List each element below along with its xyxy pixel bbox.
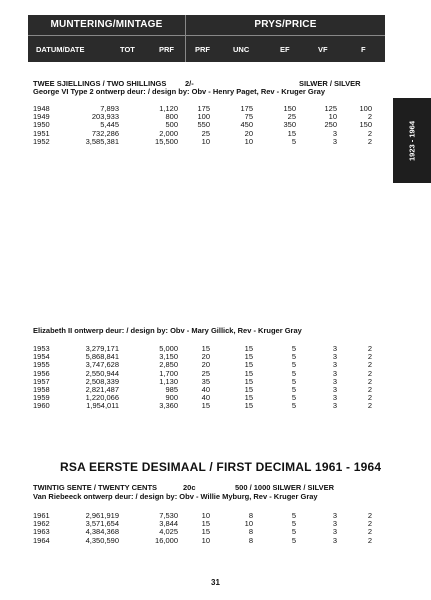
mintage-total-cell: 2,821,487 — [85, 385, 119, 395]
year-range-label: 1923 - 1964 — [407, 120, 417, 161]
price-ef-cell: 150 — [283, 104, 296, 113]
price-unc-cell: 10 — [244, 519, 253, 529]
price-unc-cell: 8 — [248, 535, 253, 545]
price-proof-cell: 15 — [201, 519, 210, 529]
price-unc-cell: 8 — [248, 511, 253, 520]
mintage-proof-cell: 1,700 — [159, 368, 178, 378]
mintage-proof-cell: 800 — [165, 112, 178, 122]
price-vf-cell: 3 — [332, 352, 337, 362]
price-vf-cell: 3 — [332, 535, 337, 545]
mintage-proof-cell: 5,000 — [159, 344, 178, 353]
year-cell: 1951 — [33, 128, 50, 138]
section1-design: George VI Type 2 ontwerp deur: / design by: Obv - Henry Paget, Rev - Kruger Gray — [33, 87, 326, 96]
year-cell: 1957 — [33, 376, 50, 386]
year-cell: 1952 — [33, 136, 50, 146]
mintage-proof-cell: 7,530 — [159, 511, 178, 520]
price-proof-cell: 15 — [201, 401, 210, 411]
column-headers — [28, 36, 385, 62]
section1-value: 2/- — [185, 79, 194, 88]
price-proof-cell: 550 — [197, 120, 210, 130]
page-number: 31 — [211, 578, 220, 587]
mintage-proof-cell: 15,500 — [155, 136, 178, 146]
mintage-total-cell: 3,279,171 — [85, 344, 119, 353]
price-unc-cell: 15 — [244, 385, 253, 395]
section3-denomination: TWINTIG SENTE / TWENTY CENTS — [33, 483, 158, 492]
mintage-total-cell: 2,508,339 — [85, 376, 119, 386]
price-ef-cell: 15 — [287, 128, 296, 138]
mintage-total-cell: 7,893 — [100, 104, 119, 113]
price-ef-cell: 5 — [291, 136, 296, 146]
mintage-total-cell: 3,747,628 — [85, 360, 119, 370]
price-f-cell: 2 — [367, 385, 372, 395]
price-vf-cell: 3 — [332, 519, 337, 529]
mintage-proof-cell: 3,360 — [159, 401, 178, 411]
price-vf-cell: 3 — [332, 344, 337, 353]
year-cell: 1961 — [33, 511, 50, 520]
mintage-proof-cell: 3,150 — [159, 352, 178, 362]
section3-design: Van Riebeeck ontwerp deur: / design by: Obv - Willie Myburg, Rev - Kruger Gray — [33, 492, 318, 501]
col-date: DATUM/DATE — [36, 45, 85, 54]
price-f-cell: 2 — [367, 535, 372, 545]
mintage-proof-cell: 500 — [165, 120, 178, 130]
year-cell: 1954 — [33, 352, 50, 362]
price-unc-cell: 175 — [240, 104, 253, 113]
price-ef-cell: 5 — [291, 352, 296, 362]
price-unc-cell: 8 — [248, 527, 253, 537]
price-proof-cell: 15 — [201, 527, 210, 537]
table-row — [33, 402, 372, 410]
table-row — [33, 537, 372, 545]
price-vf-cell: 3 — [332, 376, 337, 386]
price-unc-cell: 15 — [244, 401, 253, 411]
year-cell: 1959 — [33, 393, 50, 403]
price-f-cell: 2 — [367, 360, 372, 370]
price-proof-cell: 35 — [201, 376, 210, 386]
col-prf-mintage: PRF — [159, 45, 174, 54]
year-cell: 1964 — [33, 535, 50, 545]
year-cell: 1949 — [33, 112, 50, 122]
price-ef-cell: 5 — [291, 385, 296, 395]
price-proof-cell: 25 — [201, 128, 210, 138]
price-proof-cell: 25 — [201, 368, 210, 378]
price-f-cell: 2 — [367, 128, 372, 138]
price-vf-cell: 3 — [332, 360, 337, 370]
year-cell: 1948 — [33, 104, 50, 113]
price-unc-cell: 450 — [240, 120, 253, 130]
mintage-total-cell: 3,571,654 — [85, 519, 119, 529]
section3-table — [33, 512, 372, 545]
mintage-total-cell: 4,350,590 — [85, 535, 119, 545]
price-ef-cell: 5 — [291, 360, 296, 370]
price-vf-cell: 3 — [332, 393, 337, 403]
price-vf-cell: 250 — [324, 120, 337, 130]
price-unc-cell: 20 — [244, 128, 253, 138]
price-proof-cell: 10 — [201, 511, 210, 520]
price-f-cell: 2 — [367, 401, 372, 411]
price-ef-cell: 5 — [291, 368, 296, 378]
price-ef-cell: 5 — [291, 519, 296, 529]
price-ef-cell: 25 — [287, 112, 296, 122]
price-unc-cell: 15 — [244, 368, 253, 378]
col-vf: VF — [318, 45, 328, 54]
price-proof-cell: 40 — [201, 385, 210, 395]
price-unc-cell: 10 — [244, 136, 253, 146]
price-ef-cell: 5 — [291, 393, 296, 403]
price-unc-cell: 15 — [244, 344, 253, 353]
price-unc-cell: 15 — [244, 360, 253, 370]
price-f-cell: 2 — [367, 527, 372, 537]
mintage-proof-cell: 1,120 — [159, 104, 178, 113]
table-row — [33, 138, 372, 146]
price-unc-cell: 75 — [244, 112, 253, 122]
mintage-total-cell: 1,220,066 — [85, 393, 119, 403]
price-ef-cell: 5 — [291, 535, 296, 545]
price-ef-cell: 5 — [291, 401, 296, 411]
col-unc: UNC — [233, 45, 250, 54]
price-f-cell: 2 — [367, 136, 372, 146]
year-cell: 1953 — [33, 344, 50, 353]
price-proof-cell: 15 — [201, 344, 210, 353]
price-unc-cell: 15 — [244, 393, 253, 403]
price-proof-cell: 100 — [197, 112, 210, 122]
price-proof-cell: 20 — [201, 352, 210, 362]
table-header — [28, 15, 385, 62]
mintage-total-cell: 5,868,841 — [85, 352, 119, 362]
price-f-cell: 2 — [367, 376, 372, 386]
mintage-proof-cell: 2,850 — [159, 360, 178, 370]
mintage-proof-cell: 2,000 — [159, 128, 178, 138]
price-ef-cell: 5 — [291, 344, 296, 353]
col-f: F — [361, 45, 366, 54]
price-f-cell: 100 — [359, 104, 372, 113]
price-ef-cell: 5 — [291, 527, 296, 537]
mintage-total-cell: 732,286 — [91, 128, 119, 138]
section2-design: Elizabeth II ontwerp deur: / design by: Obv - Mary Gillick, Rev - Kruger Gray — [33, 326, 302, 335]
price-proof-cell: 175 — [197, 104, 210, 113]
col-prf-price: PRF — [195, 45, 210, 54]
price-f-cell: 2 — [367, 368, 372, 378]
mintage-total-cell: 2,961,919 — [85, 511, 119, 520]
mintage-proof-cell: 3,844 — [159, 519, 178, 529]
mintage-total-cell: 2,550,944 — [85, 368, 119, 378]
mintage-proof-cell: 900 — [165, 393, 178, 403]
price-ef-cell: 350 — [283, 120, 296, 130]
section1-denomination: TWEE SJIELLINGS / TWO SHILLINGS — [33, 79, 167, 88]
price-vf-cell: 3 — [332, 136, 337, 146]
price-f-cell: 2 — [367, 519, 372, 529]
price-proof-cell: 10 — [201, 136, 210, 146]
price-proof-cell: 40 — [201, 393, 210, 403]
mintage-proof-cell: 1,130 — [159, 376, 178, 386]
price-f-cell: 150 — [359, 120, 372, 130]
price-vf-cell: 3 — [332, 511, 337, 520]
year-cell: 1958 — [33, 385, 50, 395]
year-cell: 1962 — [33, 519, 50, 529]
section1-table — [33, 105, 372, 146]
price-vf-cell: 3 — [332, 385, 337, 395]
price-vf-cell: 3 — [332, 368, 337, 378]
col-tot: TOT — [120, 45, 135, 54]
year-cell: 1950 — [33, 120, 50, 130]
mintage-total-cell: 4,384,368 — [85, 527, 119, 537]
price-f-cell: 2 — [367, 352, 372, 362]
price-f-cell: 2 — [367, 344, 372, 353]
price-vf-cell: 3 — [332, 128, 337, 138]
price-proof-cell: 10 — [201, 535, 210, 545]
mintage-total-cell: 203,933 — [91, 112, 119, 122]
mintage-total-cell: 3,585,381 — [85, 136, 119, 146]
year-cell: 1960 — [33, 401, 50, 411]
mintage-proof-cell: 4,025 — [159, 527, 178, 537]
year-range-tab — [393, 98, 431, 183]
mintage-total-cell: 1,954,011 — [86, 401, 119, 411]
section3-metal: 500 / 1000 SILWER / SILVER — [235, 483, 335, 492]
price-heading: PRYS/PRICE — [254, 19, 317, 30]
price-f-cell: 2 — [367, 393, 372, 403]
price-ef-cell: 5 — [291, 376, 296, 386]
price-vf-cell: 125 — [324, 104, 337, 113]
mintage-proof-cell: 985 — [165, 385, 178, 395]
mintage-heading: MUNTERING/MINTAGE — [28, 15, 186, 35]
price-f-cell: 2 — [367, 511, 372, 520]
price-proof-cell: 20 — [201, 360, 210, 370]
section2-table — [33, 345, 372, 411]
price-unc-cell: 15 — [244, 376, 253, 386]
col-ef: EF — [280, 45, 290, 54]
mintage-proof-cell: 16,000 — [155, 535, 178, 545]
price-vf-cell: 10 — [328, 112, 337, 122]
price-unc-cell: 15 — [244, 352, 253, 362]
section1-metal: SILWER / SILVER — [299, 79, 361, 88]
mintage-total-cell: 5,445 — [100, 120, 119, 130]
year-cell: 1955 — [33, 360, 50, 370]
first-decimal-heading: RSA EERSTE DESIMAAL / FIRST DECIMAL 1961 - 1964 — [60, 460, 382, 474]
price-ef-cell: 5 — [291, 511, 296, 520]
year-cell: 1963 — [33, 527, 50, 537]
year-cell: 1956 — [33, 368, 50, 378]
price-vf-cell: 3 — [332, 401, 337, 411]
price-f-cell: 2 — [367, 112, 372, 122]
section3-value: 20c — [183, 483, 196, 492]
price-vf-cell: 3 — [332, 527, 337, 537]
